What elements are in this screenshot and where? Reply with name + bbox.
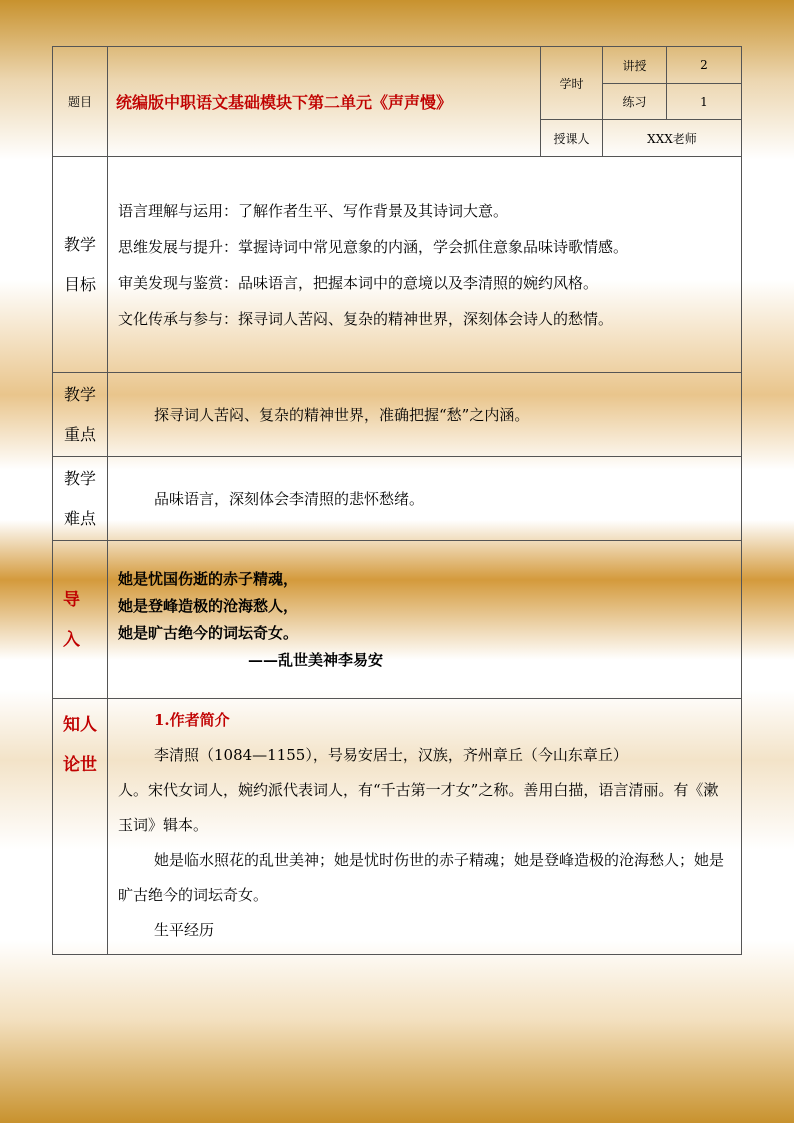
difficulties-label-line-2: 难点 [63,508,96,528]
author-introduction [108,699,742,955]
author-paragraph-2: 她是临水照花的乱世美神；她是忧时伤世的赤子精魂；她是登峰造极的沧海愁人；她是旷古绝今的词坛奇女。 [118,851,725,904]
lesson-title: 统编版中职语文基础模块下第二单元《声声慢》 [108,47,541,157]
poem-signature: ——乱世美神李易安 [248,650,384,669]
poem-line: 她是忧国伤逝的赤子精魂， [118,569,299,588]
hours-label: 学时 [541,47,603,120]
key-points-label-line-2: 重点 [63,424,96,444]
objectives-label-line-1: 教学 [63,234,96,254]
difficulties-label [53,457,108,541]
objectives-label [53,157,108,373]
key-points-text: 探寻词人苦闷、复杂的精神世界，准确把握“愁”之内涵。 [108,373,742,457]
topic-label: 题目 [53,47,108,157]
objectives-label-line-2: 目标 [63,274,96,294]
teacher-name: XXX老师 [603,120,742,157]
objective-item: 语言理解与运用：了解作者生平、写作背景及其诗词大意。 [118,201,509,220]
author-paragraph-1b: 人。宋代女词人，婉约派代表词人，有“千古第一才女”之称。善用白描，语言清丽。有《漱玉词》辑本。 [118,781,719,834]
lecture-label: 讲授 [603,47,667,84]
key-points-label-line-1: 教学 [63,384,96,404]
poem-line: 她是旷古绝今的词坛奇女。 [118,623,299,642]
objective-item: 文化传承与参与：探寻词人苦闷、复杂的精神世界，深刻体会诗人的愁情。 [118,309,614,328]
background-label-line-1: 知人 [63,715,97,735]
background-label [53,699,108,955]
difficulties-label-line-1: 教学 [63,468,96,488]
lesson-plan-table [52,46,742,955]
intro-label-line-2: 入 [63,629,80,650]
objectives-list [108,157,742,373]
practice-label: 练习 [603,84,667,120]
background-label-line-2: 论世 [63,755,97,775]
intro-label [53,541,108,699]
poem-line: 她是登峰造极的沧海愁人， [118,596,299,615]
author-paragraph-3: 生平经历 [154,921,215,939]
objective-item: 审美发现与鉴赏：品味语言，把握本词中的意境以及李清照的婉约风格。 [118,273,599,292]
difficulties-text: 品味语言，深刻体会李清照的悲怀愁绪。 [108,457,742,541]
lecture-hours: 2 [667,47,742,84]
intro-label-line-1: 导 [63,589,80,610]
objective-item: 思维发展与提升：掌握诗词中常见意象的内涵，学会抓住意象品味诗歌情感。 [118,237,629,256]
intro-poem [108,541,742,699]
teacher-label: 授课人 [541,120,603,157]
author-paragraph-1a: 李清照（1084—1155），号易安居士，汉族，齐州章丘（今山东章丘） [154,746,628,764]
author-section-heading: 1.作者简介 [154,711,230,729]
key-points-label [53,373,108,457]
practice-hours: 1 [667,84,742,120]
